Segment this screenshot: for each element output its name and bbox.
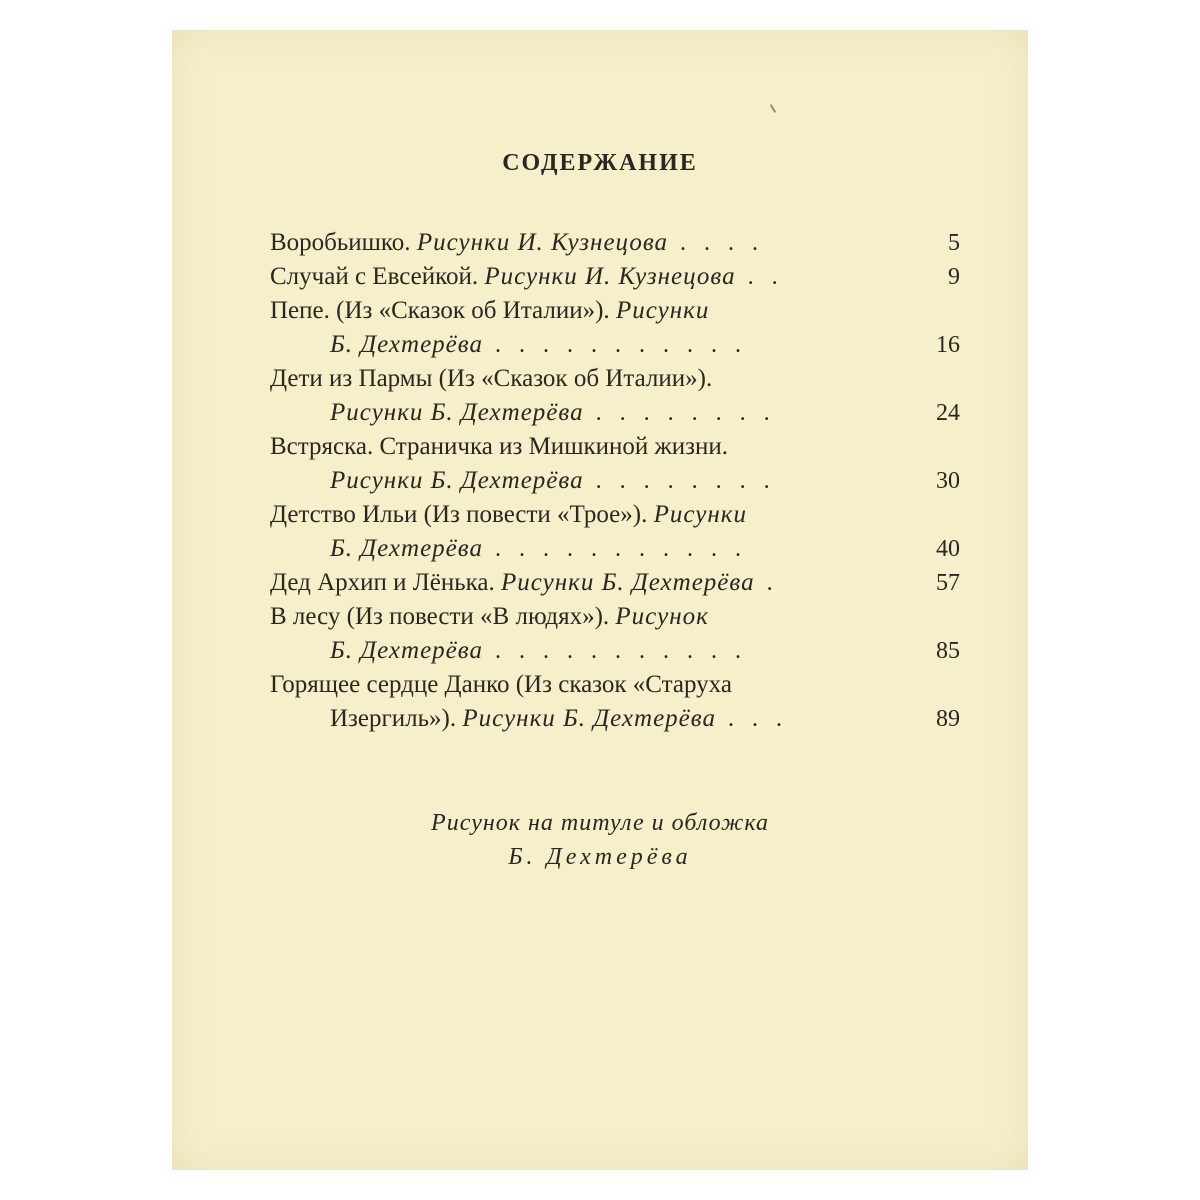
toc-line — [270, 226, 960, 260]
toc-line — [270, 362, 960, 396]
toc-line — [270, 464, 960, 498]
toc-text: Встряска. Страничка из Мишкиной жизни. — [270, 433, 729, 460]
toc-line — [270, 702, 960, 736]
toc-page-number: 24 — [936, 400, 960, 426]
toc-page-number: 85 — [936, 638, 960, 664]
toc-line — [270, 668, 960, 702]
credit-line-2: Б. Дехтерёва — [508, 844, 692, 870]
toc-line — [270, 566, 960, 600]
toc-text: В лесу (Из повести «В людях»). — [270, 603, 616, 630]
toc-line — [270, 260, 960, 294]
toc-text: Пепе. (Из «Сказок об Италии»). — [270, 297, 616, 324]
toc-illustrator: Б. Дехтерёва — [330, 535, 483, 562]
toc-illustrator: Рисунки Б. Дехтерёва — [330, 399, 584, 426]
toc-page-number: 57 — [936, 570, 960, 596]
page-title: СОДЕРЖАНИЕ — [502, 150, 698, 176]
toc-illustrator: Рисунки Б. Дехтерёва — [500, 569, 755, 596]
toc-leader: . — [754, 570, 779, 596]
toc-leader: . . . . . . . . — [583, 400, 776, 426]
toc-text: Изергиль»). — [330, 705, 463, 732]
toc-illustrator: Рисунки — [615, 297, 710, 324]
toc-illustrator: Рисунки — [653, 501, 747, 528]
toc-line — [270, 396, 960, 430]
credit-line-1: Рисунок на титуле и обложка — [431, 810, 769, 836]
toc-illustrator: Рисунки И. Кузнецова — [484, 263, 736, 290]
toc-line — [270, 328, 960, 362]
toc-illustrator: Рисунок — [615, 603, 709, 630]
toc-illustrator: Рисунки И. Кузнецова — [416, 229, 669, 256]
toc-text: Детство Ильи (Из повести «Трое»). — [270, 501, 654, 528]
toc-illustrator: Б. Дехтерёва — [330, 331, 483, 358]
toc-leader: . . . . . . . . . . . — [482, 332, 747, 358]
toc-text: Горящее сердце Данко (Из сказок «Старуха — [270, 671, 732, 698]
illustration-credit — [172, 806, 1028, 874]
toc-page-number: 40 — [936, 536, 960, 562]
toc-leader: . . . . — [668, 230, 765, 256]
toc-page-number: 9 — [948, 264, 960, 290]
toc-page-number: 16 — [936, 332, 960, 358]
toc-text: Случай с Евсейкой. — [270, 263, 485, 290]
toc-line — [270, 498, 960, 532]
paper-speck — [770, 104, 776, 113]
book-page — [172, 30, 1028, 1170]
toc-line — [270, 634, 960, 668]
toc-page-number: 89 — [936, 706, 960, 732]
toc-line — [270, 294, 960, 328]
toc-illustrator: Рисунки Б. Дехтерёва — [462, 705, 716, 732]
toc-line — [270, 532, 960, 566]
table-of-contents — [270, 226, 960, 736]
toc-leader: . . . . . . . . . . . — [482, 536, 747, 562]
toc-page-number: 30 — [936, 468, 960, 494]
toc-page-number: 5 — [948, 230, 960, 256]
toc-text: Воробьишко. — [270, 229, 417, 256]
toc-text: Дед Архип и Лёнька. — [270, 569, 501, 596]
toc-line — [270, 430, 960, 464]
toc-text: Дети из Пармы (Из «Сказок об Италии»). — [270, 365, 713, 392]
toc-leader: . . . — [715, 706, 788, 732]
toc-leader: . . — [735, 264, 784, 290]
toc-illustrator: Б. Дехтерёва — [330, 637, 483, 664]
toc-illustrator: Рисунки Б. Дехтерёва — [330, 467, 584, 494]
toc-leader: . . . . . . . . — [583, 468, 776, 494]
toc-leader: . . . . . . . . . . . — [482, 638, 747, 664]
toc-line — [270, 600, 960, 634]
